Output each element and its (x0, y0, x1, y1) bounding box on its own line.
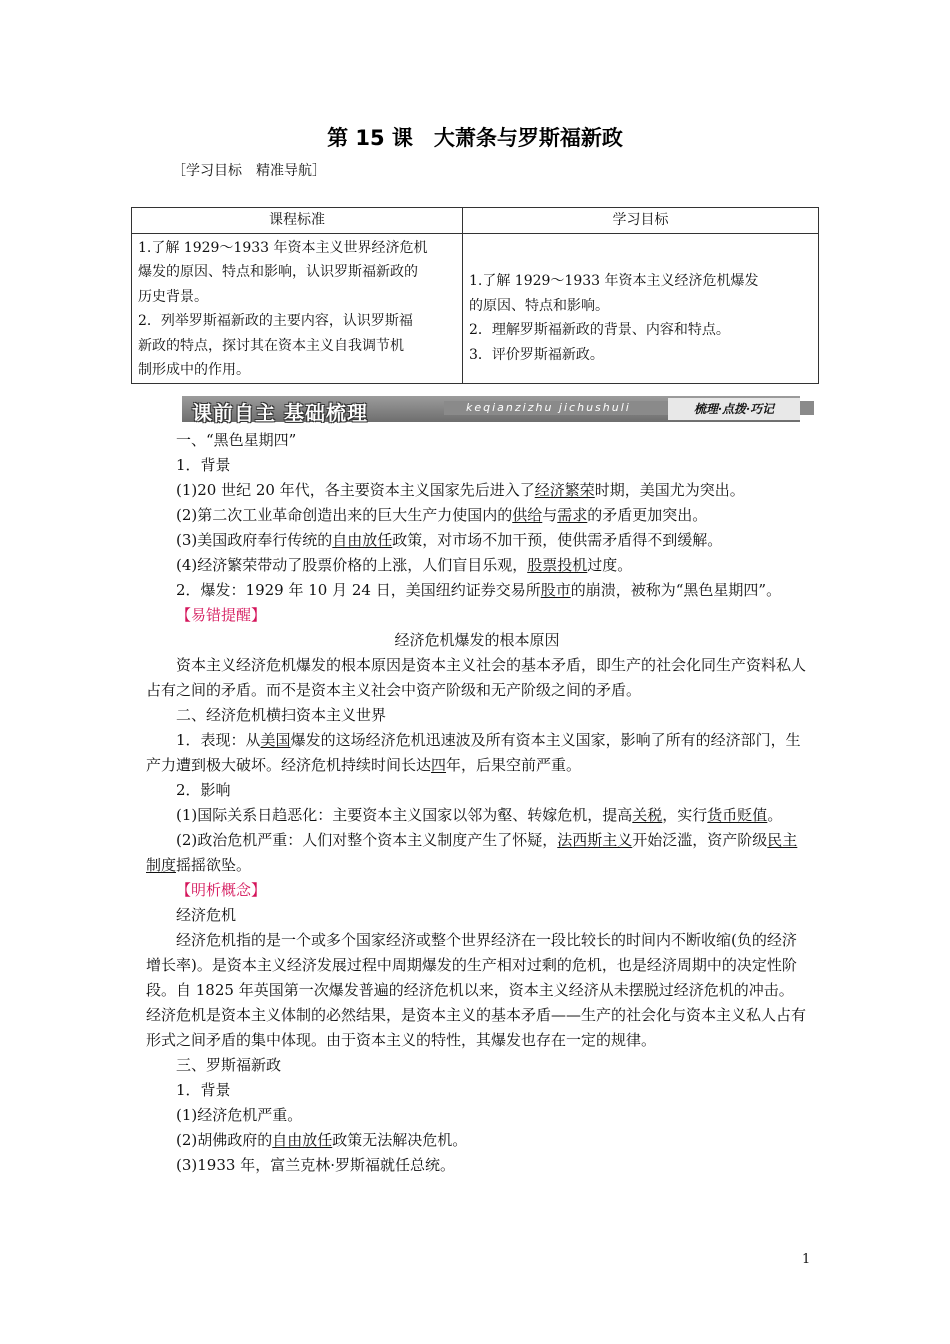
section-heading: 三、罗斯福新政 (176, 1056, 282, 1074)
table-line: 1.了解 1929～1933 年资本主义经济危机爆发 (469, 273, 759, 289)
table-line: 3．评价罗斯福新政。 (469, 346, 604, 363)
paragraph: 1．表现：从美国爆发的这场经济危机迅速波及所有资本主义国家，影响了所有的经济部门，生产力遭到极大破坏。经济危机持续时间长达四年，后果空前严重。 (146, 731, 801, 774)
table-line: 的原因、特点和影响。 (469, 297, 609, 314)
key-term: 自由放任 (272, 1131, 333, 1149)
subheading: 1．背景 (176, 1081, 231, 1099)
section-heading: 一、“黑色星期四” (176, 431, 297, 449)
col2-header: 学习目标 (463, 208, 819, 234)
course-standard-cell (132, 233, 463, 383)
objectives-table (131, 207, 819, 384)
key-term: 自由放任 (332, 531, 393, 549)
tip-label: 【明析概念】 (176, 881, 267, 899)
paragraph: (1)经济危机严重。 (176, 1106, 303, 1124)
paragraph: (2)政治危机严重：人们对整个资本主义制度产生了怀疑，法西斯主义开始泛滥，资产阶级民主制度摇摇欲坠。 (146, 831, 798, 874)
key-term: 经济繁荣 (534, 481, 595, 499)
key-term: 四 (431, 756, 447, 774)
subheading: 2．影响 (176, 781, 231, 799)
table-line: 爆发的原因、特点和影响，认识罗斯福新政的 (138, 264, 418, 280)
paragraph: (2)第二次工业革命创造出来的巨大生产力使国内的供给与需求的矛盾更加突出。 (176, 506, 708, 524)
content-body (146, 428, 808, 1178)
banner-pinyin: keqianzizhu jichushuli (444, 401, 814, 415)
paragraph: (3)美国政府奉行传统的自由放任政策，对市场不加干预，使供需矛盾得不到缓解。 (176, 531, 723, 549)
table-line: 制形成中的作用。 (138, 362, 250, 378)
key-term: 民主制度 (146, 831, 798, 874)
section-heading: 二、经济危机横扫资本主义世界 (176, 706, 387, 724)
key-term: 法西斯主义 (557, 831, 633, 849)
banner-tag: 梳理·点拨·巧记 (668, 398, 800, 420)
nav-label: ［学习目标 精准导航］ (172, 163, 326, 179)
table-line: 历史背景。 (138, 288, 208, 305)
tip-title: 经济危机爆发的根本原因 (394, 631, 560, 649)
table-line: 2．理解罗斯福新政的背景、内容和特点。 (469, 322, 730, 338)
tip-label: 【易错提醒】 (176, 606, 267, 624)
paragraph: 2．爆发：1929 年 10 月 24 日，美国纽约证券交易所股市的崩溃，被称为“黑色星期四”。 (176, 581, 782, 599)
tip-text: 资本主义经济危机爆发的根本原因是资本主义社会的基本矛盾，即生产的社会化同生产资料私人占有之间的矛盾。而不是资本主义社会中资产阶级和无产阶级之间的矛盾。 (146, 656, 807, 699)
banner-title: 课前自主 基础梳理 (192, 401, 368, 425)
page-number: 1 (802, 1252, 811, 1267)
key-term: 需求 (557, 506, 588, 524)
paragraph: (4)经济繁荣带动了股票价格的上涨，人们盲目乐观，股票投机过度。 (176, 556, 633, 574)
table-line: 新政的特点，探讨其在资本主义自我调节机 (138, 337, 404, 354)
paragraph: (1)20 世纪 20 年代，各主要资本主义国家先后进入了经济繁荣时期，美国尤为突出。 (176, 481, 745, 499)
section-banner (182, 396, 800, 425)
paragraph: (2)胡佛政府的自由放任政策无法解决危机。 (176, 1131, 468, 1149)
key-term: 货币贬值 (707, 806, 768, 824)
learning-goals-cell (463, 233, 819, 383)
key-term: 股票投机 (527, 556, 588, 574)
key-term: 供给 (512, 506, 543, 524)
key-term: 关税 (632, 806, 663, 824)
paragraph: (3)1933 年，富兰克林·罗斯福就任总统。 (176, 1156, 455, 1174)
table-line: 1.了解 1929～1933 年资本主义世界经济危机 (138, 239, 428, 256)
paragraph: (1)国际关系日趋恶化：主要资本主义国家以邻为壑、转嫁危机，提高关税，实行货币贬值。 (176, 806, 783, 824)
table-line: 2．列举罗斯福新政的主要内容，认识罗斯福 (138, 313, 413, 329)
key-term: 美国 (260, 731, 291, 749)
key-term: 股市 (540, 581, 571, 599)
tip-title: 经济危机 (176, 906, 237, 924)
subheading: 1．背景 (176, 456, 231, 474)
tip-text: 经济危机指的是一个或多个国家经济或整个世界经济在一段比较长的时间内不断收缩(负的经济增长率)。是资本主义经济发展过程中周期爆发的生产相对过剩的危机，也是经济周期中的决定性阶段。自 1825 年英国第一次爆发普遍的经济危机以来，资本主义经济从未摆脱过经济危机的冲击。经济危机是资本主义体制的必然结果，是资本主义的基本矛盾——生产的社会化与资本主义私人占有形式之间矛盾的集中体现。由于资本主义的特性，其爆发也存在一定的规律。 (146, 931, 807, 1049)
lesson-title: 第 15 课 大萧条与罗斯福新政 (327, 126, 623, 150)
col1-header: 课程标准 (132, 208, 463, 234)
